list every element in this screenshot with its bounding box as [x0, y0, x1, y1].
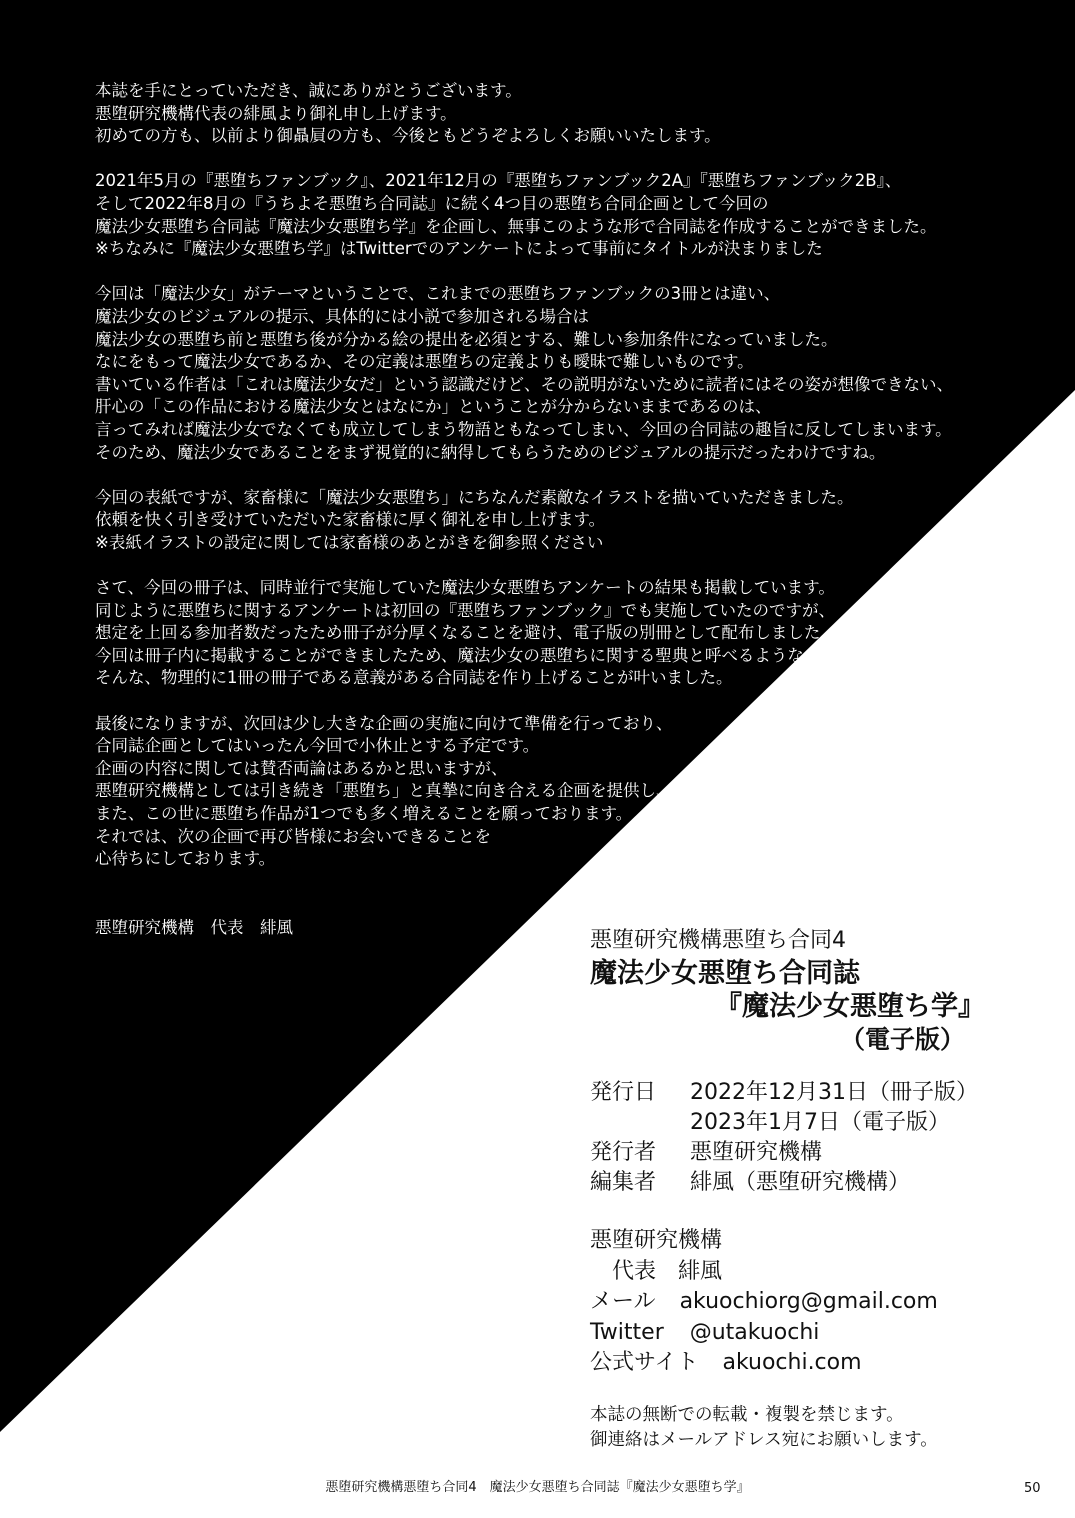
letter-line: 悪堕研究機構代表の緋風より御礼申し上げます。 — [95, 103, 457, 123]
letter-line: 書いている作者は「これは魔法少女だ」という認識だけど、その説明がないために読者にはその姿が想像できない、 — [95, 374, 953, 394]
letter-signature: 悪堕研究機構 代表 緋風 — [95, 918, 293, 937]
letter-line: 肝心の「この作品における魔法少女とはなにか」ということが分からないままであるのは、 — [95, 397, 772, 417]
letter-line: 合同誌企画としてはいったん今回で小休止とする予定です。 — [95, 736, 540, 756]
letter-line: 初めての方も、以前より御贔屓の方も、今後ともどうぞよろしくお願いいたします。 — [95, 126, 721, 146]
letter-line: ※表紙イラストの設定に関しては家畜様のあとがきを御参照ください — [95, 532, 604, 552]
mail-label: メール — [590, 1289, 656, 1314]
org-representative: 代表 緋風 — [590, 1258, 723, 1284]
publisher-label: 発行者 — [590, 1140, 657, 1165]
letter-line: 今回は冊子内に掲載することができましたため、魔法少女の悪堕ちに関する聖典と呼べるような、 — [95, 645, 821, 665]
publication-info — [590, 1078, 985, 1198]
org-name: 悪堕研究機構 — [590, 1228, 723, 1253]
issue-date-label: 発行日 — [590, 1080, 657, 1105]
letter-line: 同じように悪堕ちに関するアンケートは初回の『悪堕ちファンブック』でも実施していたのですが、 — [95, 600, 836, 620]
letter-line: 2021年5月の『悪堕ちファンブック』、2021年12月の『悪堕ちファンブック2A』『悪堕ちファンブック2B』、 — [95, 171, 902, 191]
mail-row — [590, 1287, 985, 1318]
letter-line: そのため、魔法少女であることをまず視覚的に納得してもらうためのビジュアルの提示だったわけですね。 — [95, 442, 886, 462]
letter-line: 依頼を快く引き受けていただいた家畜様に厚く御礼を申し上げます。 — [95, 510, 606, 530]
letter-paragraph — [95, 283, 1015, 464]
letter-line: 今回の表紙ですが、家畜様に「魔法少女悪堕ち」にちなんだ素敵なイラストを描いていただきました。 — [95, 487, 854, 507]
letter-line: 最後になりますが、次回は少し大きな企画の実施に向けて準備を行っており、 — [95, 713, 673, 733]
letter-line: 魔法少女のビジュアルの提示、具体的には小説で参加される場合は — [95, 306, 590, 326]
issue-date-print: 2022年12月31日（冊子版） — [690, 1080, 978, 1105]
publisher-value: 悪堕研究機構 — [690, 1140, 823, 1165]
letter-line: そして2022年8月の『うちよそ悪堕ち合同誌』に続く4つ目の悪堕ち合同企画として今回の — [95, 193, 769, 213]
letter-line: なにをもって魔法少女であるか、その定義は悪堕ちの定義よりも曖昧で難しいものです。 — [95, 352, 754, 372]
publisher-row — [590, 1138, 985, 1168]
series-name: 悪堕研究機構悪堕ち合同4 — [590, 928, 846, 953]
issue-date-row — [590, 1078, 985, 1108]
issue-date-digital: 2023年1月7日（電子版） — [690, 1110, 950, 1135]
letter-line: 魔法少女の悪堕ち前と悪堕ち後が分かる絵の提出を必須とする、難しい参加条件になっていました。 — [95, 329, 838, 349]
copyright-notice — [590, 1403, 985, 1453]
notice-line-2: 御連絡はメールアドレス宛にお願いします。 — [590, 1429, 938, 1450]
mail-address: akuochiorg@gmail.com — [679, 1289, 938, 1314]
issue-date-row-2 — [590, 1108, 985, 1138]
letter-line: ※ちなみに『魔法少女悪堕ち学』はTwitterでのアンケートによって事前にタイトルが決まりました — [95, 239, 823, 259]
twitter-row — [590, 1318, 985, 1349]
twitter-label: Twitter — [590, 1319, 664, 1345]
letter-line: 悪堕研究機構としては引き続き「悪堕ち」と真摯に向き合える企画を提供し、 — [95, 781, 673, 801]
letter-line: また、この世に悪堕ち作品が1つでも多く増えることを願っております。 — [95, 804, 633, 823]
site-label: 公式サイト — [590, 1350, 699, 1375]
site-url: akuochi.com — [722, 1350, 862, 1375]
letter-paragraph — [95, 577, 1015, 690]
letter-paragraph — [95, 170, 1015, 260]
letter-line: 想定を上回る参加者数だったため冊子が分厚くなることを避け、電子版の別冊として配布しました。 — [95, 623, 837, 643]
editor-value: 緋風（悪堕研究機構） — [690, 1170, 911, 1195]
letter-line: 本誌を手にとっていただき、誠にありがとうございます。 — [95, 81, 522, 100]
page-number: 50 — [1024, 1481, 1041, 1496]
greeting-letter — [95, 80, 1015, 893]
book-subtitle: 『魔法少女悪堕ち学』 — [715, 991, 985, 1022]
letter-line: 言ってみれば魔法少女でなくても成立してしまう物語ともなってしまい、今回の合同誌の趣旨に反してしまいます。 — [95, 419, 952, 439]
letter-line: 心待ちにしております。 — [95, 849, 276, 869]
colophon — [590, 925, 985, 1453]
site-row — [590, 1348, 985, 1379]
edition-label: （電子版） — [839, 1025, 965, 1054]
letter-paragraph — [95, 80, 1015, 148]
twitter-handle: @utakuochi — [689, 1319, 820, 1345]
letter-line: 今回は「魔法少女」がテーマということで、これまでの悪堕ちファンブックの3冊とは違い、 — [95, 284, 781, 304]
notice-line-1: 本誌の無断での転載・複製を禁じます。 — [590, 1404, 904, 1425]
editor-row — [590, 1168, 985, 1198]
letter-line: それでは、次の企画で再び皆様にお会いできることを — [95, 826, 491, 846]
letter-line: 魔法少女悪堕ち合同誌『魔法少女悪堕ち学』を企画し、無事このような形で合同誌を作成することができました。 — [95, 216, 937, 236]
letter-line: そんな、物理的に1冊の冊子である意義がある合同誌を作り上げることが叶いました。 — [95, 668, 733, 688]
book-title: 魔法少女悪堕ち合同誌 — [590, 958, 860, 989]
contact-info — [590, 1226, 985, 1379]
page-footer: 悪堕研究機構悪堕ち合同4 魔法少女悪堕ち合同誌『魔法少女悪堕ち学』 — [325, 1480, 750, 1495]
letter-paragraph — [95, 713, 1015, 871]
editor-label: 編集者 — [590, 1170, 657, 1195]
letter-line: さて、今回の冊子は、同時並行で実施していた魔法少女悪堕ちアンケートの結果も掲載しています。 — [95, 578, 835, 598]
letter-line: 企画の内容に関しては賛否両論はあるかと思いますが、 — [95, 758, 508, 778]
letter-paragraph — [95, 487, 1015, 555]
